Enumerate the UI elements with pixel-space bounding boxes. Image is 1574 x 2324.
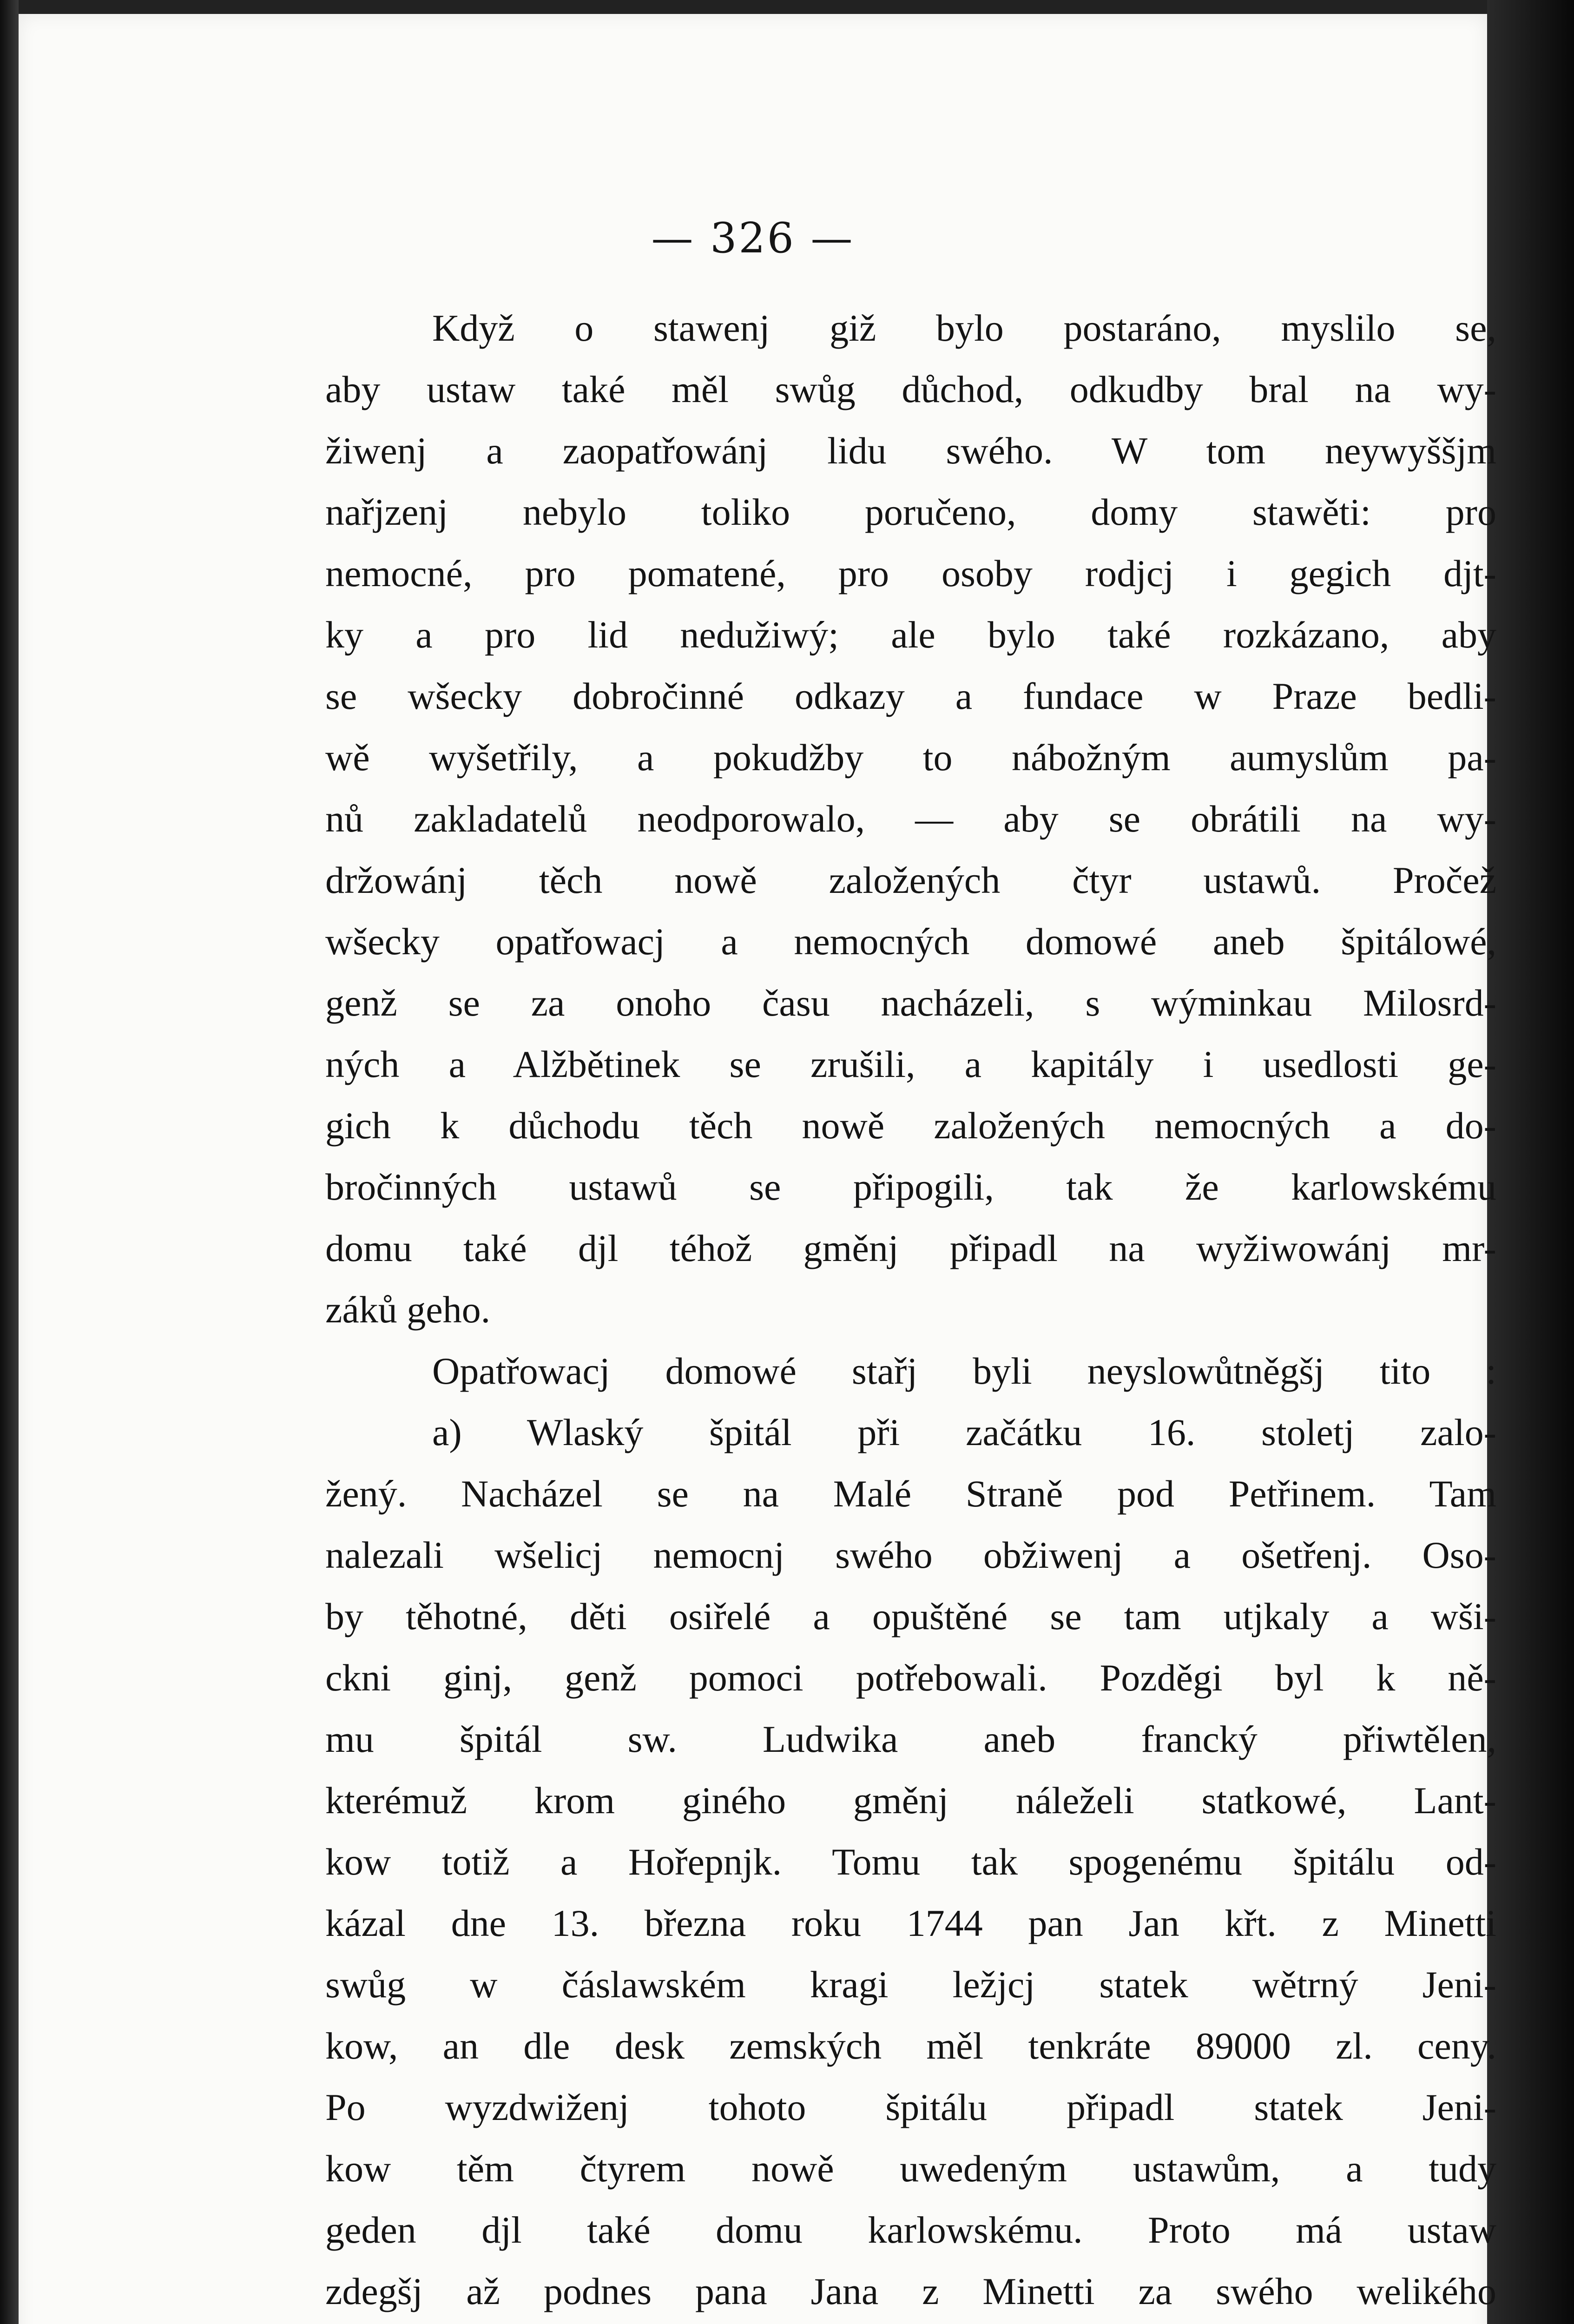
text-line: nalezali wšelicj nemocnj swého obžiwenj a ošetřenj. Oso- [325, 1534, 1496, 1576]
text-line: žiwenj a zaopatřowánj lidu swého. W tom neywyššjm [325, 429, 1496, 472]
scan-top-edge [0, 0, 1574, 14]
text-line: držowánj těch nowě založených čtyr ustawů. Pročež [325, 859, 1496, 901]
text-line: by těhotné, děti osiřelé a opuštěné se tam utjkaly a wši- [325, 1595, 1496, 1637]
text-line: kázal dne 13. března roku 1744 pan Jan křt. z Minetti [325, 1902, 1496, 1944]
text-line: domu také djl téhož gměnj připadl na wyžiwowánj mr- [325, 1227, 1496, 1269]
text-line: zdegšj až podnes pana Jana z Minetti za swého welikého [325, 2270, 1496, 2312]
text-line: geden djl také domu karlowskému. Proto má ustaw [325, 2209, 1496, 2251]
text-line: Když o stawenj giž bylo postaráno, myslilo se, [432, 307, 1496, 349]
text-line: a) Wlaský špitál při začátku 16. stoletj zalo- [432, 1411, 1496, 1453]
text-line: swůg w čáslawském kragi ležjcj statek wětrný Jeni- [325, 1963, 1496, 2006]
text-line: nů zakladatelů neodporowalo, — aby se obrátili na wy- [325, 798, 1496, 840]
text-line: nařjzenj nebylo toliko poručeno, domy stawěti: pro [325, 491, 1496, 533]
text-line: gich k důchodu těch nowě založených nemocných a do- [325, 1104, 1496, 1147]
text-line: žený. Nacházel se na Malé Straně pod Petřinem. Tam [325, 1472, 1496, 1515]
page-number: — 326 — [651, 214, 855, 263]
text-line: ckni ginj, genž pomoci potřebowali. Pozděgi byl k ně- [325, 1657, 1496, 1699]
text-line: ných a Alžbětinek se zrušili, a kapitály i usedlosti ge- [325, 1043, 1496, 1085]
text-line: nemocné, pro pomatené, pro osoby rodjcj i gegich djt- [325, 552, 1496, 594]
text-line: kterémuž krom giného gměnj náleželi statkowé, Lant- [325, 1779, 1496, 1822]
text-line: wšecky opatřowacj a nemocných domowé aneb špitálowé, [325, 920, 1496, 963]
body-text [325, 297, 1496, 2324]
text-line: Opatřowacj domowé stařj byli neyslowůtněgšj tito : [432, 1350, 1496, 1392]
text-line: aby ustaw také měl swůg důchod, odkudby bral na wy- [325, 368, 1496, 410]
text-line: ky a pro lid nedužiwý; ale bylo také rozkázano, aby [325, 614, 1496, 656]
text-line: Po wyzdwiženj tohoto špitálu připadl statek Jeni- [325, 2086, 1496, 2128]
text-line: bročinných ustawů se připogili, tak že karlowskému [325, 1166, 1496, 1208]
text-line: kow těm čtyrem nowě uwedeným ustawům, a tudy [325, 2147, 1496, 2190]
text-line: se wšecky dobročinné odkazy a fundace w Praze bedli- [325, 675, 1496, 717]
text-line: kow totiž a Hořepnjk. Tomu tak spogenému špitálu od- [325, 1841, 1496, 1883]
text-line: wě wyšetřily, a pokudžby to nábožným aumyslům pa- [325, 736, 1496, 779]
text-line: záků geho. [325, 1288, 491, 1331]
text-line: kow, an dle desk zemských měl tenkráte 89000 zl. ceny. [325, 2025, 1496, 2067]
text-line: genž se za onoho času nacházeli, s wýminkau Milosrd- [325, 982, 1496, 1024]
scan-right-edge [1487, 0, 1574, 2324]
text-line: mu špitál sw. Ludwika aneb francký přiwtělen, [325, 1718, 1496, 1760]
text-line [325, 2322, 1496, 2324]
scan-left-edge [0, 0, 19, 2324]
